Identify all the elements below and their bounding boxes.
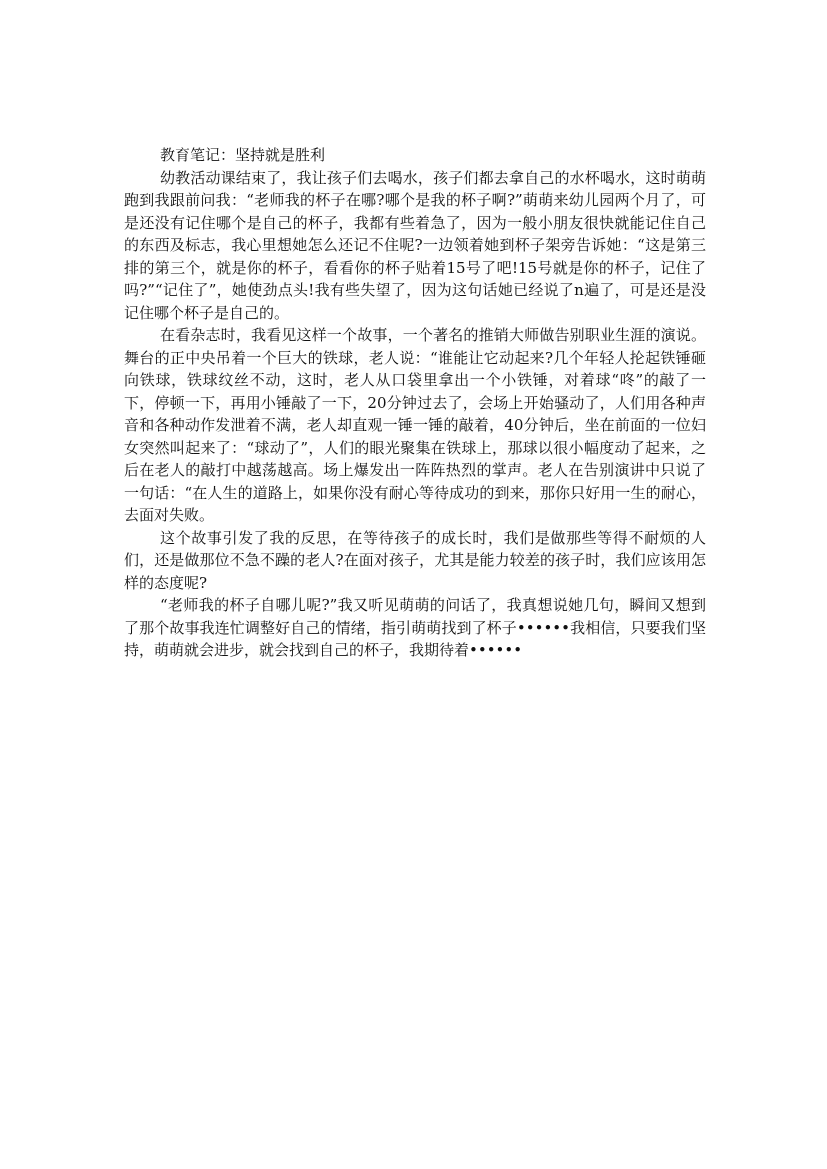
document-title: 教育笔记：坚持就是胜利 xyxy=(160,146,326,164)
paragraph-iron-ball-story: 在看杂志时，我看见这样一个故事，一个著名的推销大师做告别职业生涯的演说。舞台的正中央吊着一个巨大的铁球，老人说：“谁能让它动起来?几个年轻人抡起铁锤砸向铁球，铁球纹丝不动，这时，老人从口袋里拿出一个小铁锤，对着球“咚”的敲了一下，停顿一下，再用小锤敲了一下，20分钟过去了，会场上开始骚动了，人们用各种声音和各种动作发泄着不满，老人却直观一锤一锤的敲着，40分钟后，坐在前面的一位妇女突然叫起来了：“球动了”，人们的眼光聚集在铁球上，那球以很小幅度动了起来，之后在老人的敲打中越荡越高。场上爆发出一阵阵热烈的掌声。老人在告别演讲中只说了一句话：“在人生的道路上，如果你没有耐心等待成功的到来，那你只好用一生的耐心，去面对失败。 xyxy=(124,326,706,524)
paragraph-conclusion: “老师我的杯子自哪儿呢?”我又听见萌萌的问话了，我真想说她几句，瞬间又想到了那个故事我连忙调整好自己的情绪，指引萌萌找到了杯子••••••我相信，只要我们坚持，萌萌就会进步，就会找到自己的杯子，我期待着•••••• xyxy=(124,596,706,659)
paragraph-mengmeng-cup: 幼教活动课结束了，我让孩子们去喝水，孩子们都去拿自己的水杯喝水，这时萌萌跑到我跟前问我：“老师我的杯子在哪?哪个是我的杯子啊?”萌萌来幼儿园两个月了，可是还没有记住哪个是自己的杯子，我都有些着急了，因为一般小朋友很快就能记住自己的东西及标志，我心里想她怎么还记不住呢?一边领着她到杯子架旁告诉她：“这是第三排的第三个，就是你的杯子，看看你的杯子贴着15号了吧!15号就是你的杯子，记住了吗?”“记住了”，她使劲点头!我有些失望了，因为这句话她已经说了n遍了，可是还是没记住哪个杯子是自己的。 xyxy=(124,168,706,322)
document-page xyxy=(124,144,706,662)
paragraph-reflection: 这个故事引发了我的反思，在等待孩子的成长时，我们是做那些等得不耐烦的人们，还是做那位不急不躁的老人?在面对孩子，尤其是能力较差的孩子时，我们应该用怎样的态度呢? xyxy=(124,528,706,592)
